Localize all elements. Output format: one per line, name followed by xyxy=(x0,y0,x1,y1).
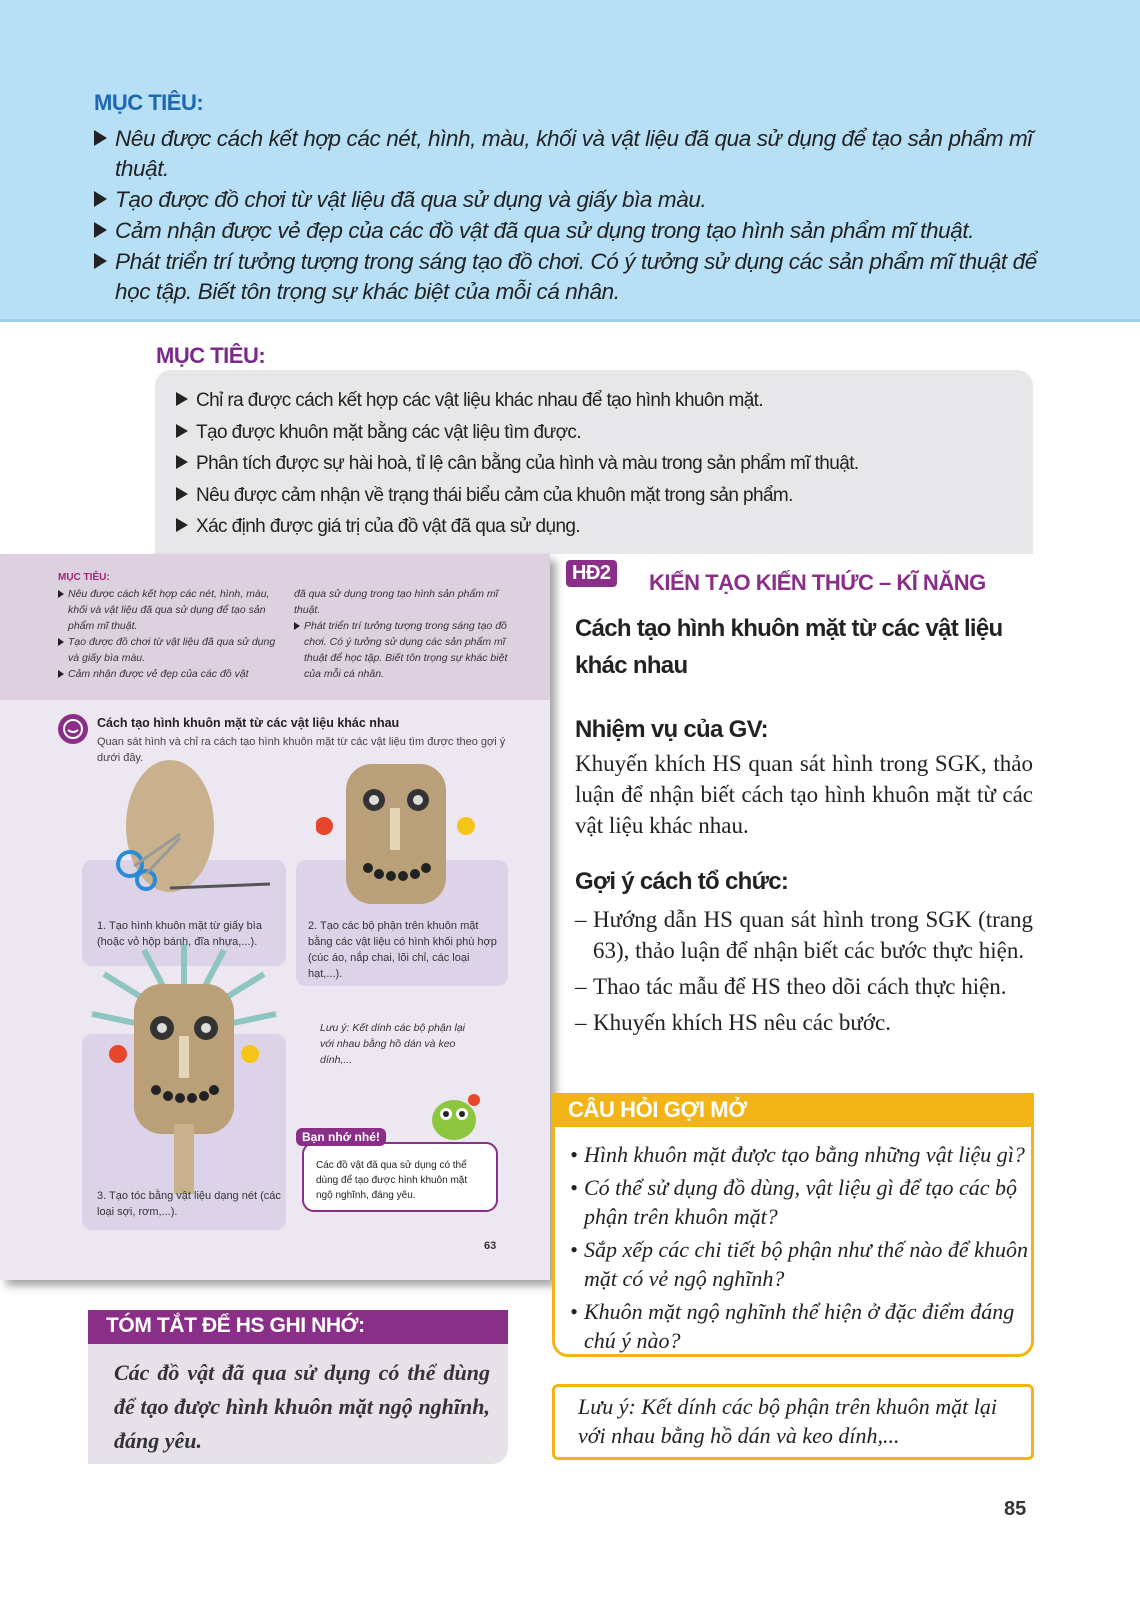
summary-title: TÓM TẮT ĐỂ HS GHI NHỚ: xyxy=(106,1314,365,1337)
organization-title: Gợi ý cách tổ chức: xyxy=(575,868,789,895)
triangle-bullet-icon xyxy=(94,222,107,238)
list-item: – Thao tác mẫu để HS theo dõi cách thực hiện. xyxy=(575,974,1007,999)
list-item: • Có thể sử dụng đồ dùng, vật liệu gì để tạo các bộ phận trên khuôn mặt? xyxy=(570,1175,1017,1229)
textbook-objectives-col1 xyxy=(58,586,280,682)
lesson-objectives-list xyxy=(176,385,1016,543)
triangle-bullet-icon xyxy=(94,253,107,269)
activity-icon xyxy=(58,714,88,744)
questions-title: CÂU HỎI GỢI MỞ xyxy=(568,1097,747,1122)
list-item: Cảm nhận được vẻ đẹp của các đồ vật đã qua sử dụng trong tạo hình sản phẩm mĩ thuật. xyxy=(94,216,1044,246)
list-item: Nêu được cách kết hợp các nét, hình, màu, khối và vật liệu đã qua sử dụng để tạo sản phẩm mĩ thuật. xyxy=(94,124,1044,184)
textbook-note: Lưu ý: Kết dính các bộ phận lại với nhau bằng hồ dán và keo dính,... xyxy=(320,1022,466,1066)
activity-tag: HĐ2 xyxy=(566,560,617,587)
triangle-bullet-icon xyxy=(294,622,300,630)
list-item: Phát triển trí tưởng tượng trong sáng tạo đồ chơi. Có ý tưởng sử dụng các sản phẩm mĩ thuật để học tập. Biết tôn trọng sự khác biệt của mỗi cá nhân. xyxy=(94,247,1044,307)
textbook-section-title: Cách tạo hình khuôn mặt từ các vật liệu khác nhau xyxy=(97,716,400,730)
list-item: Nêu được cách kết hợp các nét, hình, màu, khối và vật liệu đã qua sử dụng để tạo sản phẩm mĩ thuật. xyxy=(58,586,280,634)
triangle-bullet-icon xyxy=(176,487,188,501)
textbook-page-number: 63 xyxy=(484,1240,497,1252)
list-item: Tạo được đồ chơi từ vật liệu đã qua sử dụng và giấy bìa màu. xyxy=(58,634,280,666)
teacher-task-text: Khuyến khích HS quan sát hình trong SGK, thảo luận để nhận biết cách tạo hình khuôn mặt từ các vật liệu khác nhau. xyxy=(575,751,1033,838)
list-item: Cảm nhận được vẻ đẹp của các đồ vật xyxy=(58,666,280,682)
cardboard-face-shape-illustration xyxy=(110,754,280,904)
objectives-title: MỤC TIÊU: xyxy=(94,90,204,115)
textbook-page-image xyxy=(0,554,550,1280)
list-item: – Hướng dẫn HS quan sát hình trong SGK (trang 63), thảo luận để nhận biết các bước thực hiện. xyxy=(575,907,1033,963)
list-item: Phân tích được sự hài hoà, tỉ lệ cân bằng của hình và màu trong sản phẩm mĩ thuật. xyxy=(176,448,1016,480)
step2-caption: 2. Tạo các bộ phận trên khuôn mặt bằng các vật liệu có hình khối phù hợp (cúc áo, nắp chai, lõi chỉ, các loại hạt,...). xyxy=(308,920,497,980)
textbook-section-instruction: Quan sát hình và chỉ ra cách tạo hình khuôn mặt từ các vật liệu tìm được theo gợi ý dưới đây. xyxy=(97,736,506,764)
list-item: • Hình khuôn mặt được tạo bằng những vật liệu gì? xyxy=(570,1142,1025,1167)
organization-list xyxy=(575,904,1033,1043)
remember-box: Các đồ vật đã qua sử dụng có thể dùng để tạo được hình khuôn mặt ngộ nghĩnh, đáng yêu. xyxy=(302,1142,498,1212)
questions-list xyxy=(570,1140,1030,1359)
triangle-bullet-icon xyxy=(94,191,107,207)
objectives-list xyxy=(94,124,1044,308)
triangle-bullet-icon xyxy=(176,424,188,438)
textbook-objectives-title: MỤC TIÊU: xyxy=(58,572,110,583)
list-item: Xác định được giá trị của đồ vật đã qua sử dụng. xyxy=(176,511,1016,543)
list-item: Chỉ ra được cách kết hợp các vật liệu khác nhau để tạo hình khuôn mặt. xyxy=(176,385,1016,417)
mascot-icon xyxy=(424,1090,484,1144)
triangle-bullet-icon xyxy=(176,518,188,532)
face-with-features-illustration xyxy=(316,764,476,914)
textbook-objectives-col2: đã qua sử dụng trong tạo hình sản phẩm mĩ thuật. Phát triển trí tưởng tượng trong sáng tạo đồ chơi. Có ý tưởng sử dụng các sản phẩm mĩ thuật để học tập. Biết tôn trọng sự khác biệt của mỗi cá nhân. xyxy=(294,588,508,680)
triangle-bullet-icon xyxy=(58,590,64,598)
triangle-bullet-icon xyxy=(176,392,188,406)
list-item: – Khuyến khích HS nêu các bước. xyxy=(575,1010,891,1035)
triangle-bullet-icon xyxy=(58,638,64,646)
triangle-bullet-icon xyxy=(176,455,188,469)
summary-text: Các đồ vật đã qua sử dụng có thể dùng để tạo được hình khuôn mặt ngộ nghĩnh, đáng yêu. xyxy=(114,1360,490,1453)
list-item: • Khuôn mặt ngộ nghĩnh thể hiện ở đặc điểm đáng chú ý nào? xyxy=(570,1299,1015,1353)
remember-label: Bạn nhớ nhé! xyxy=(296,1128,386,1146)
list-item: Tạo được khuôn mặt bằng các vật liệu tìm được. xyxy=(176,417,1016,449)
triangle-bullet-icon xyxy=(94,130,107,146)
step1-caption: 1. Tạo hình khuôn mặt từ giấy bìa (hoặc vỏ hộp bánh, đĩa nhựa,...). xyxy=(97,920,262,948)
face-with-hair-illustration xyxy=(84,944,284,1204)
teacher-task-title: Nhiệm vụ của GV: xyxy=(575,716,768,743)
lesson-objectives-title: MỤC TIÊU: xyxy=(156,343,266,368)
list-item: Nêu được cảm nhận về trạng thái biểu cảm của khuôn mặt trong sản phẩm. xyxy=(176,480,1016,512)
list-item: Tạo được đồ chơi từ vật liệu đã qua sử dụng và giấy bìa màu. xyxy=(94,185,1044,215)
activity-subtitle: Cách tạo hình khuôn mặt từ các vật liệu khác nhau xyxy=(575,615,1003,679)
page-number: 85 xyxy=(1004,1498,1027,1520)
step3-caption: 3. Tạo tóc bằng vật liệu dạng nét (các loại sợi, rơm,...). xyxy=(97,1190,281,1218)
list-item: Phát triển trí tưởng tượng trong sáng tạo đồ chơi. Có ý tưởng sử dụng các sản phẩm mĩ thuật để học tập. Biết tôn trọng sự khác biệt của mỗi cá nhân. xyxy=(294,618,508,682)
list-item: • Sắp xếp các chi tiết bộ phận như thế nào để khuôn mặt có vẻ ngộ nghĩnh? xyxy=(570,1237,1028,1291)
activity-title: KIẾN TẠO KIẾN THỨC – KĨ NĂNG xyxy=(649,570,986,595)
note-text: Lưu ý: Kết dính các bộ phận trên khuôn mặt lại với nhau bằng hồ dán và keo dính,... xyxy=(578,1394,997,1448)
triangle-bullet-icon xyxy=(58,670,64,678)
